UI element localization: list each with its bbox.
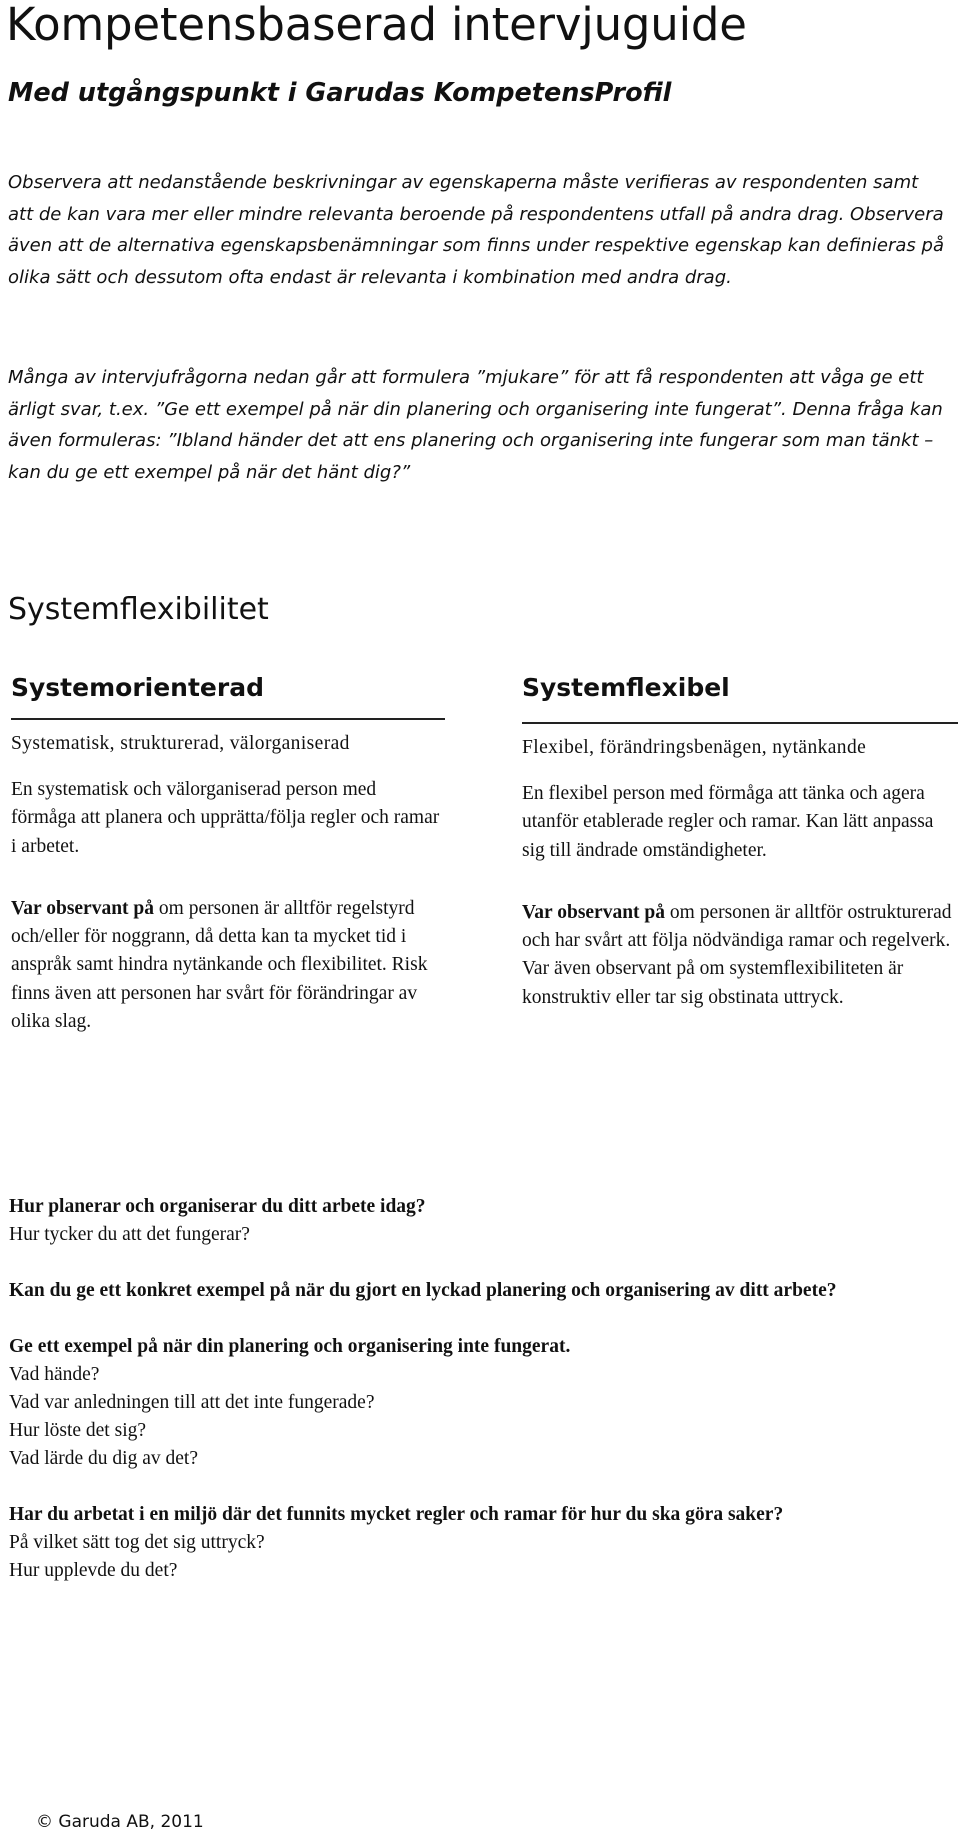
question-followup: Vad hände? [9, 1364, 100, 1385]
question-main: Hur planerar och organiserar du ditt arbete idag? [9, 1196, 426, 1217]
question-followup: På vilket sätt tog det sig uttryck? [9, 1532, 265, 1553]
column-warning [11, 895, 445, 1036]
question-followup: Vad var anledningen till att det inte fungerade? [9, 1392, 375, 1413]
question-main: Ge ett exempel på när din planering och organisering inte fungerat. [9, 1336, 571, 1357]
question-block [9, 1501, 949, 1585]
question-followup: Hur löste det sig? [9, 1420, 147, 1441]
question-main: Kan du ge ett konkret exempel på när du gjort en lyckad planering och organisering av ditt arbete? [9, 1280, 837, 1301]
column-heading: Systemorienterad [11, 668, 445, 720]
column-synonyms: Flexibel, förändringsbenägen, nytänkande [522, 737, 867, 758]
column-description: En systematisk och välorganiserad person med förmåga att planera och upprätta/följa regler och ramar i arbetet. [11, 779, 440, 857]
warning-lead: Var observant på [11, 897, 155, 919]
intro-paragraph-1: Observera att nedanstående beskrivningar av egenskaperna måste verifieras av respondenten samt att de kan vara mer eller mindre relevanta beroende på respondentens utfall på andra drag. Observera även att de alternativa egenskapsbenämningar som finns under respektive egenskap kan definieras på olika sätt och dessutom ofta endast är relevanta i kombination med andra drag. [8, 172, 944, 288]
page-subtitle: Med utgångspunkt i Garudas KompetensProfil [8, 78, 672, 108]
warning-text: om personen är alltför regelstyrd och/eller för noggrann, då detta kan ta mycket tid i anspråk samt hindra nytänkande och flexibilitet. Risk finns även att personen har svårt för förändringar av olika slag. [11, 897, 428, 1033]
question-followup: Hur tycker du att det fungerar? [9, 1224, 250, 1245]
copyright-icon: © [36, 1812, 53, 1832]
column-synonyms: Systematisk, strukturerad, välorganiserad [11, 733, 350, 754]
column-systemorienterad [11, 668, 445, 1036]
page-title: Kompetensbaserad intervjuguide [6, 0, 747, 51]
footer-text: Garuda AB, 2011 [53, 1812, 204, 1832]
warning-text: om personen är alltför ostrukturerad och har svårt att följa nödvändiga ramar och regelverk. Var även observant på om systemflexibiliteten är konstruktiv eller tar sig obstinata uttryck. [522, 901, 952, 1008]
column-description: En flexibel person med förmåga att tänka och agera utanför etablerade regler och ramar. Kan lätt anpassa sig till ändrade omständigheter. [522, 783, 934, 861]
question-block [9, 1193, 949, 1249]
question-followup: Vad lärde du dig av det? [9, 1448, 198, 1469]
warning-lead: Var observant på [522, 901, 666, 923]
question-followup: Hur upplevde du det? [9, 1560, 178, 1581]
interview-questions [9, 1193, 949, 1613]
question-main: Har du arbetat i en miljö där det funnits mycket regler och ramar för hur du ska göra saker? [9, 1504, 784, 1525]
section-title: Systemflexibilitet [8, 592, 269, 627]
question-block [9, 1333, 949, 1473]
column-systemflexibel [522, 668, 958, 1012]
column-heading: Systemflexibel [522, 668, 958, 724]
column-warning [522, 899, 958, 1012]
intro-paragraph-2: Många av intervjufrågorna nedan går att formulera ”mjukare” för att få respondenten att våga ge ett ärligt svar, t.ex. ”Ge ett exempel på när din planering och organisering inte fungerat”. Denna fråga kan även formuleras: ”Ibland händer det att ens planering och organisering inte fungerar som man tänkt – kan du ge ett exempel på när det hänt dig?” [8, 367, 943, 483]
question-block [9, 1277, 949, 1305]
footer [36, 1810, 204, 1834]
